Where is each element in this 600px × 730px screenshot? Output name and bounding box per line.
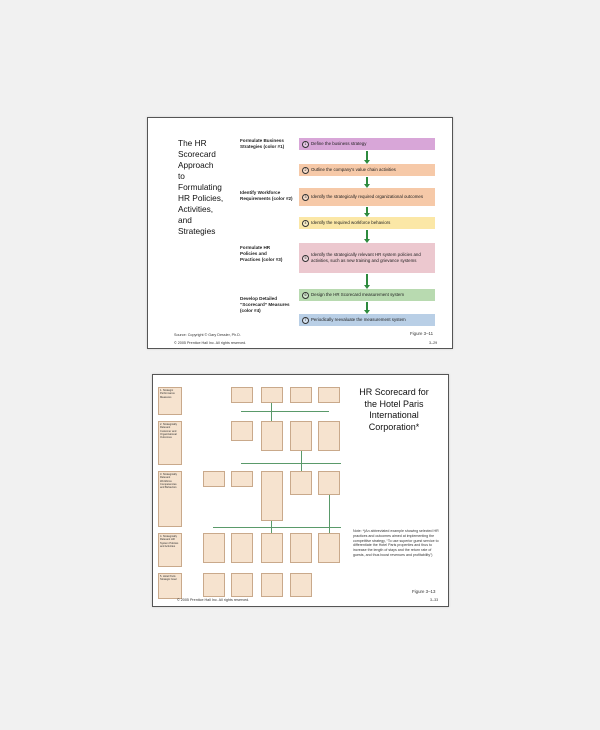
step-6-box bbox=[299, 289, 435, 301]
diagram-box bbox=[261, 387, 283, 403]
diagram-box bbox=[318, 533, 340, 563]
step-text: Identify the strategically relevant HR system policies and activities, such as new training and grievance systems bbox=[311, 252, 421, 263]
step-number: 4 bbox=[302, 220, 309, 227]
diagram-box bbox=[231, 573, 253, 597]
stage-label-2: Identify Workforce Requirements (color #2) bbox=[240, 190, 293, 201]
row-label-2: 2. Strategically Relevant Customer and Organizational Outcomes bbox=[158, 421, 182, 465]
diagram-box bbox=[290, 573, 312, 597]
diagram-box bbox=[318, 421, 340, 451]
diagram-box bbox=[261, 421, 283, 451]
connector-line bbox=[213, 527, 341, 528]
connector-line bbox=[271, 403, 272, 421]
diagram-box bbox=[290, 387, 312, 403]
diagram-box bbox=[318, 387, 340, 403]
diagram-box bbox=[290, 533, 312, 563]
flow-arrow bbox=[366, 302, 368, 311]
step-2-box bbox=[299, 164, 435, 176]
slide-hotel-paris-scorecard bbox=[152, 374, 449, 607]
connector-line bbox=[329, 495, 330, 533]
step-text: Define the business strategy bbox=[311, 141, 367, 147]
step-text: Periodically reevaluate the measurement system bbox=[311, 317, 406, 323]
diagram-box bbox=[261, 573, 283, 597]
source-credit: Source: Copyright © Gary Dessler, Ph.D. bbox=[174, 333, 241, 337]
step-text: Identify the strategically required organizational outcomes bbox=[311, 194, 424, 200]
step-3-box bbox=[299, 188, 435, 206]
stage-label-1: Formulate Business Strategies (color #1) bbox=[240, 138, 285, 149]
diagram-box bbox=[231, 387, 253, 403]
flow-arrow bbox=[366, 177, 368, 185]
stage-label-4: Develop Detailed “Scorecard” Measures (color #4) bbox=[240, 296, 290, 313]
row-label-4: 4. Strategically Relevant HR System Policies and Activities bbox=[158, 533, 182, 567]
connector-line bbox=[241, 463, 341, 464]
diagram-box bbox=[261, 471, 283, 521]
diagram-box bbox=[231, 533, 253, 563]
diagram-box bbox=[231, 421, 253, 441]
row-label-5: 5. Hotel Paris Strategic Goal bbox=[158, 573, 182, 599]
diagram-box bbox=[231, 471, 253, 487]
slide1-title: The HR Scorecard Approach to Formulating HR Policies, Activities, and Strategies bbox=[178, 138, 224, 236]
step-number: 7 bbox=[302, 317, 309, 324]
row-label-1: 1. Strategic Performance Measures bbox=[158, 387, 182, 415]
connector-line bbox=[271, 521, 272, 533]
step-5-box bbox=[299, 243, 435, 273]
connector-line bbox=[241, 411, 329, 412]
step-text: Identify the required workforce behaviors bbox=[311, 220, 391, 226]
diagram-box bbox=[203, 471, 225, 487]
step-text: Design the HR Scorecard measurement system bbox=[311, 292, 404, 298]
slide-hr-scorecard-approach bbox=[147, 117, 453, 349]
step-1-box bbox=[299, 138, 435, 150]
diagram-box bbox=[203, 533, 225, 563]
step-4-box bbox=[299, 217, 435, 229]
step-number: 6 bbox=[302, 292, 309, 299]
figure-number: Figure 3–13 bbox=[412, 589, 436, 594]
scorecard-note: Note: *(An abbreviated example showing selected HR practices and outcomes aimed at implementing the competitive strategy, “To use superior guest service to differentiate the Hotel Paris properties and thus to increase the length of stays and the return rate of guests, and thus boost revenues and profitability”) bbox=[353, 529, 439, 557]
diagram-box bbox=[290, 421, 312, 451]
flow-arrow bbox=[366, 151, 368, 161]
row-label-3: 3. Strategically Relevant Workforce Competencies and Behaviors bbox=[158, 471, 182, 527]
page-number: 3–33 bbox=[430, 598, 439, 602]
flow-arrow bbox=[366, 230, 368, 240]
stage-label-3: Formulate HR Policies and Practices (color #3) bbox=[240, 245, 283, 262]
step-number: 1 bbox=[302, 141, 309, 148]
diagram-box bbox=[203, 573, 225, 597]
step-number: 2 bbox=[302, 167, 309, 174]
diagram-box bbox=[290, 471, 312, 495]
slide2-title: HR Scorecard for the Hotel Paris International Corporation* bbox=[359, 387, 429, 432]
step-text: Outline the company’s value chain activities bbox=[311, 167, 396, 173]
step-number: 3 bbox=[302, 194, 309, 201]
flow-arrow bbox=[366, 207, 368, 214]
step-number: 5 bbox=[302, 255, 309, 262]
copyright: © 2005 Prentice Hall Inc. All rights reserved. bbox=[174, 341, 247, 345]
page-number: 3–29 bbox=[429, 341, 438, 345]
diagram-box bbox=[318, 471, 340, 495]
flow-arrow bbox=[366, 274, 368, 286]
figure-number: Figure 3–11 bbox=[410, 331, 434, 336]
diagram-box bbox=[261, 533, 283, 563]
connector-line bbox=[301, 451, 302, 471]
copyright: © 2005 Prentice Hall Inc. All rights reserved. bbox=[177, 598, 250, 602]
step-7-box bbox=[299, 314, 435, 326]
